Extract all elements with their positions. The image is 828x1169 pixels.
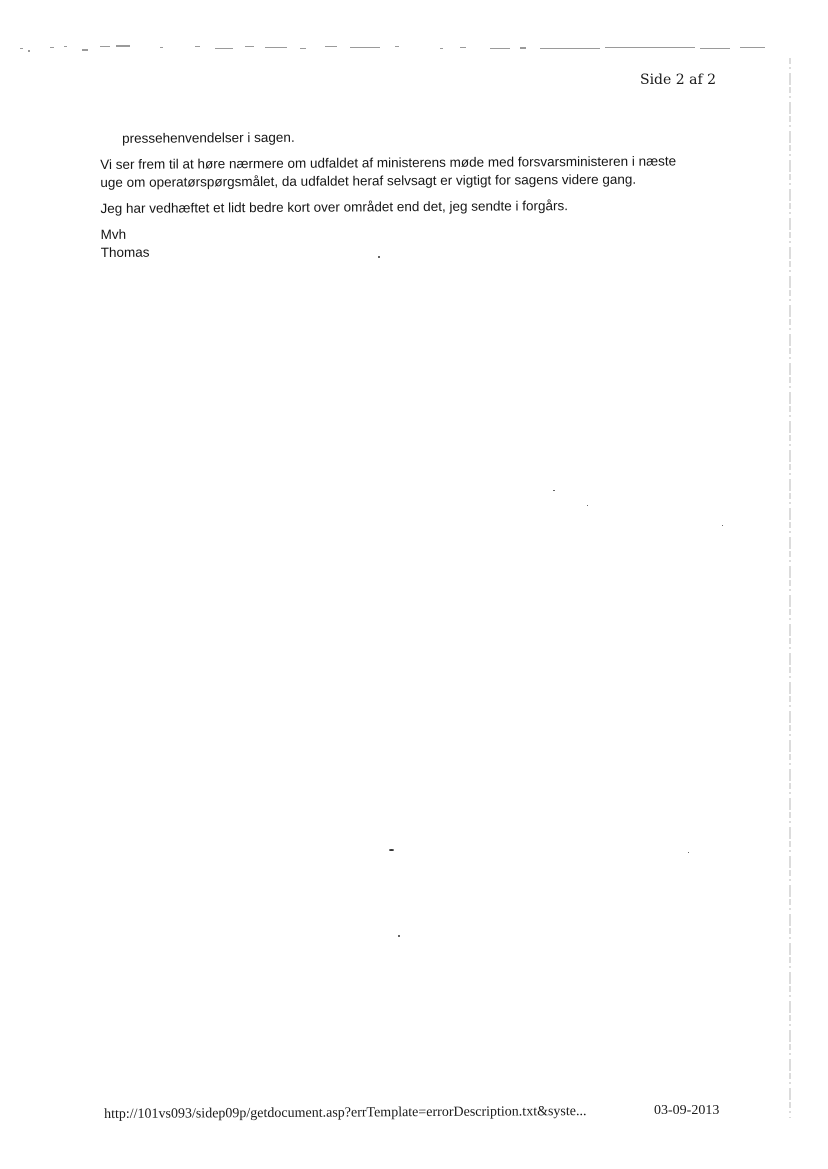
footer-date: 03-09-2013: [654, 1103, 720, 1118]
signature-name: Thomas: [100, 244, 150, 260]
closing-greeting: Mvh: [100, 226, 127, 242]
paragraph-attachment: Jeg har vedhæftet et lidt bedre kort over området end det, jeg sendte i forgårs.: [100, 198, 569, 216]
scan-speck: [378, 256, 380, 258]
footer-url: http://101vs093/sidep09p/getdocument.asp?errTemplate=errorDescription.txt&syste...: [104, 1104, 587, 1122]
paragraph-meeting: [100, 152, 740, 192]
paragraph-meeting-line-2: uge om operatørspørgsmålet, da udfaldet heraf selvsagt er vigtigt for sagens videre gang.: [100, 171, 637, 190]
scan-edge-line: [789, 58, 791, 1118]
scan-speck: [587, 505, 588, 506]
email-body: [100, 126, 741, 270]
page-number: Side 2 af 2: [639, 72, 716, 88]
scan-noise-strip: [20, 40, 780, 54]
scan-speck: [688, 852, 689, 853]
scan-speck: [389, 849, 394, 851]
paragraph-meeting-line-1: Vi ser frem til at høre nærmere om udfaldet af ministerens møde med forsvarsministeren i næste: [100, 153, 677, 172]
scan-speck: [722, 525, 723, 526]
continuation-line: pressehenvendelser i sagen.: [122, 129, 295, 146]
scan-speck: [553, 490, 555, 491]
scan-speck: [398, 935, 400, 937]
signoff: [101, 222, 741, 262]
